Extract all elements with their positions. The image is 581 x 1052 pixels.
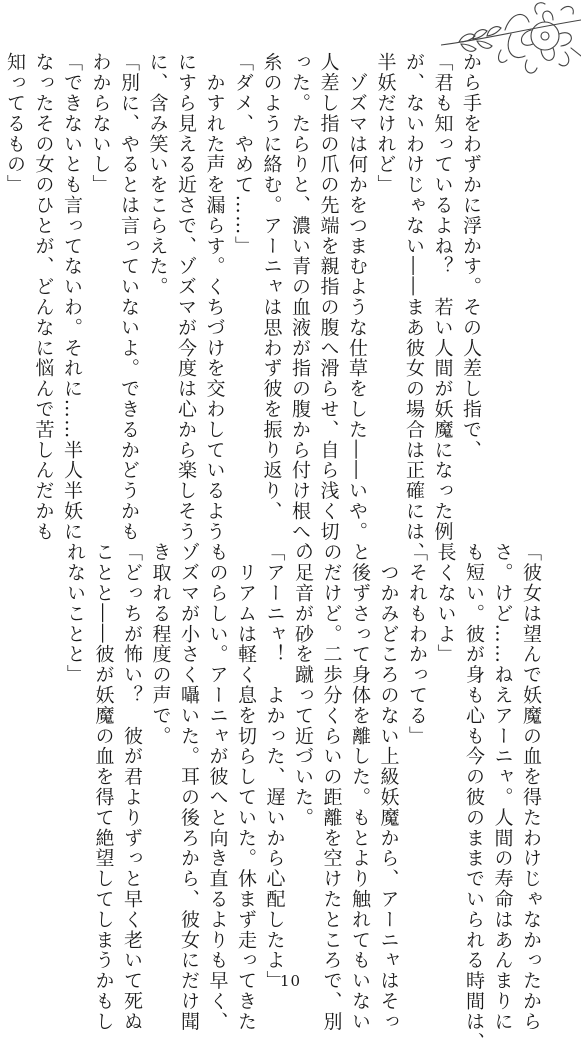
text-line: が、ないわけじゃない――まあ彼女の場合は正確には、 [403,52,425,562]
upper-text-block [4,52,485,562]
text-line: も短い。彼が身も心も今の彼のままでいられる時間は、 [463,542,485,1052]
text-line: にすら見える近さで、ゾズマが今度は心から楽しそう [175,52,197,542]
text-line: ものらしい。アーニャが彼へと向き直るよりも早く、 [206,542,229,1032]
text-line: の足音が砂を蹴って近づいた。 [292,542,314,828]
text-line: 半妖だけれど」 [374,52,397,195]
text-line: 「どっちが怖い？ 彼が君よりずっと早く老いて死ぬ [121,542,143,1032]
text-line: 「それもわかってる」 [406,542,428,746]
text-line: ゾズマは何かをつまむような仕草をした――いや。 [346,52,368,542]
text-line: 「ダメ、やめて……」 [232,52,254,256]
text-line: 「アーニャ！ よかった、遅いから心配したよ」 [263,542,286,991]
text-line: かすれた声を漏らす。くちづけを交わしているよう [203,52,226,542]
text-line: に、含み笑いをこらえた。 [146,52,169,297]
text-line: と後ずさって身体を離した。もとより触れてもいない [349,542,371,1032]
text-line: 「君も知っているよね？ 若い人間が妖魔になった例 [431,52,454,542]
text-line: ゾズマが小さく囁いた。耳の後ろから、彼女にだけ聞 [178,542,200,1032]
text-line: 人差し指の爪の先端を親指の腹へ滑らせ、自ら浅く切 [317,52,340,542]
text-line: れないことと」 [64,542,86,685]
text-line: 「できないとも言ってないわ。それに……半人半妖に [61,52,83,542]
text-line: 知ってるもの」 [4,52,26,195]
text-line: 「彼女は望んで妖魔の血を得たわけじゃなかったから [520,542,542,1032]
text-line: った。たらりと、濃い青の血液が指の腹から付け根へ、 [289,52,311,562]
text-line: わからないし」 [89,52,112,195]
text-line: 長くないよ」 [434,542,457,665]
text-line: 「別に、やるとは言っていないよ。できるかどうかも [118,52,140,542]
text-line: ことと――彼が妖魔の血を得て絶望してしまうかもし [92,542,115,1032]
text-line: なったその女のひとが、どんなに悩んで苦しんだかも [32,52,55,542]
text-line: から手をわずかに浮かす。その人差し指で、 [460,52,482,460]
text-line: さ。けど……ねえアーニャ。人間の寿命はあんまりに [491,542,514,1032]
page-number: 10 [279,972,302,990]
text-line: のだけど。二歩分くらいの距離を空けたところで、別 [320,542,343,1032]
text-line: つかみどころのない上級妖魔から、アーニャはそっ [377,542,400,1032]
text-line: 糸のように絡む。アーニャは思わず彼を振り返り、 [260,52,283,522]
text-line: き取れる程度の声で。 [149,542,172,746]
text-line: リアムは軽く息を切らしていた。休まず走ってきた [235,542,257,1032]
